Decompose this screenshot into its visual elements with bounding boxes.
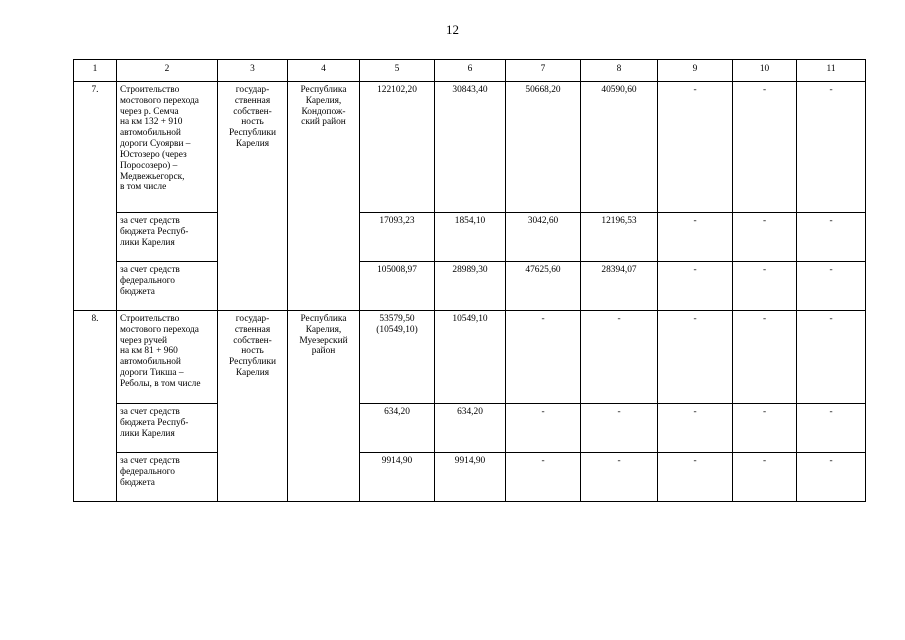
- value-cell: -: [506, 311, 581, 404]
- description-cell: Строительство мостового перехода через ручей на км 81 + 960 автомобильной дороги Тикша – Реболы, в том числе: [117, 311, 218, 404]
- ownership-cell: государ- ственная собствен- ность Республики Карелия: [218, 311, 288, 502]
- location-cell: Республика Карелия, Муезерский район: [288, 311, 360, 502]
- description-cell: за счет средств бюджета Респуб- лики Карелия: [117, 213, 218, 262]
- value-cell: -: [733, 404, 797, 453]
- description-cell: за счет средств федерального бюджета: [117, 262, 218, 311]
- table-row-funding: [74, 213, 866, 262]
- value-cell: -: [797, 213, 866, 262]
- value-cell: -: [581, 311, 658, 404]
- value-cell: -: [506, 453, 581, 502]
- financing-table: [73, 59, 866, 502]
- value-cell: -: [658, 82, 733, 213]
- value-cell: -: [797, 311, 866, 404]
- value-cell: -: [506, 404, 581, 453]
- table-row-project: [74, 311, 866, 404]
- table-row-project: [74, 82, 866, 213]
- header-cell: 3: [218, 60, 288, 82]
- header-cell: 11: [797, 60, 866, 82]
- value-cell: 105008,97: [360, 262, 435, 311]
- value-cell: 50668,20: [506, 82, 581, 213]
- header-cell: 6: [435, 60, 506, 82]
- value-cell: 40590,60: [581, 82, 658, 213]
- header-cell: 2: [117, 60, 218, 82]
- header-cell: 8: [581, 60, 658, 82]
- value-cell: -: [658, 262, 733, 311]
- value-cell: 3042,60: [506, 213, 581, 262]
- value-cell: 9914,90: [360, 453, 435, 502]
- value-cell: 1854,10: [435, 213, 506, 262]
- value-cell: 53579,50 (10549,10): [360, 311, 435, 404]
- value-cell: 30843,40: [435, 82, 506, 213]
- table-row-funding: [74, 404, 866, 453]
- value-cell: 634,20: [435, 404, 506, 453]
- value-cell: 634,20: [360, 404, 435, 453]
- description-cell: за счет средств федерального бюджета: [117, 453, 218, 502]
- header-cell: 10: [733, 60, 797, 82]
- value-cell: 10549,10: [435, 311, 506, 404]
- table-row-funding: [74, 453, 866, 502]
- value-cell: -: [581, 453, 658, 502]
- header-cell: 5: [360, 60, 435, 82]
- value-cell: -: [797, 262, 866, 311]
- description-cell: Строительство мостового перехода через р. Семча на км 132 + 910 автомобильной дороги Суоярви – Юстозеро (через Поросозеро) – Медвежьегорск, в том числе: [117, 82, 218, 213]
- value-cell: -: [733, 453, 797, 502]
- value-cell: 28989,30: [435, 262, 506, 311]
- value-cell: -: [797, 453, 866, 502]
- description-cell: за счет средств бюджета Респуб- лики Карелия: [117, 404, 218, 453]
- location-cell: Республика Карелия, Кондопож- ский район: [288, 82, 360, 311]
- header-cell: 4: [288, 60, 360, 82]
- header-cell: 7: [506, 60, 581, 82]
- value-cell: -: [658, 453, 733, 502]
- value-cell: -: [733, 262, 797, 311]
- value-cell: 17093,23: [360, 213, 435, 262]
- value-cell: -: [797, 404, 866, 453]
- value-cell: -: [733, 311, 797, 404]
- value-cell: -: [658, 213, 733, 262]
- value-cell: -: [733, 82, 797, 213]
- value-cell: -: [797, 82, 866, 213]
- value-cell: -: [733, 213, 797, 262]
- table-row-funding: [74, 262, 866, 311]
- header-cell: 1: [74, 60, 117, 82]
- value-cell: 28394,07: [581, 262, 658, 311]
- entry-number: 7.: [74, 82, 117, 311]
- value-cell: -: [658, 404, 733, 453]
- value-cell: 9914,90: [435, 453, 506, 502]
- value-cell: -: [658, 311, 733, 404]
- value-cell: 122102,20: [360, 82, 435, 213]
- value-cell: 12196,53: [581, 213, 658, 262]
- page-number: 12: [446, 22, 459, 37]
- entry-number: 8.: [74, 311, 117, 502]
- value-cell: -: [581, 404, 658, 453]
- header-row: [74, 60, 866, 82]
- value-cell: 47625,60: [506, 262, 581, 311]
- header-cell: 9: [658, 60, 733, 82]
- ownership-cell: государ- ственная собствен- ность Республики Карелия: [218, 82, 288, 311]
